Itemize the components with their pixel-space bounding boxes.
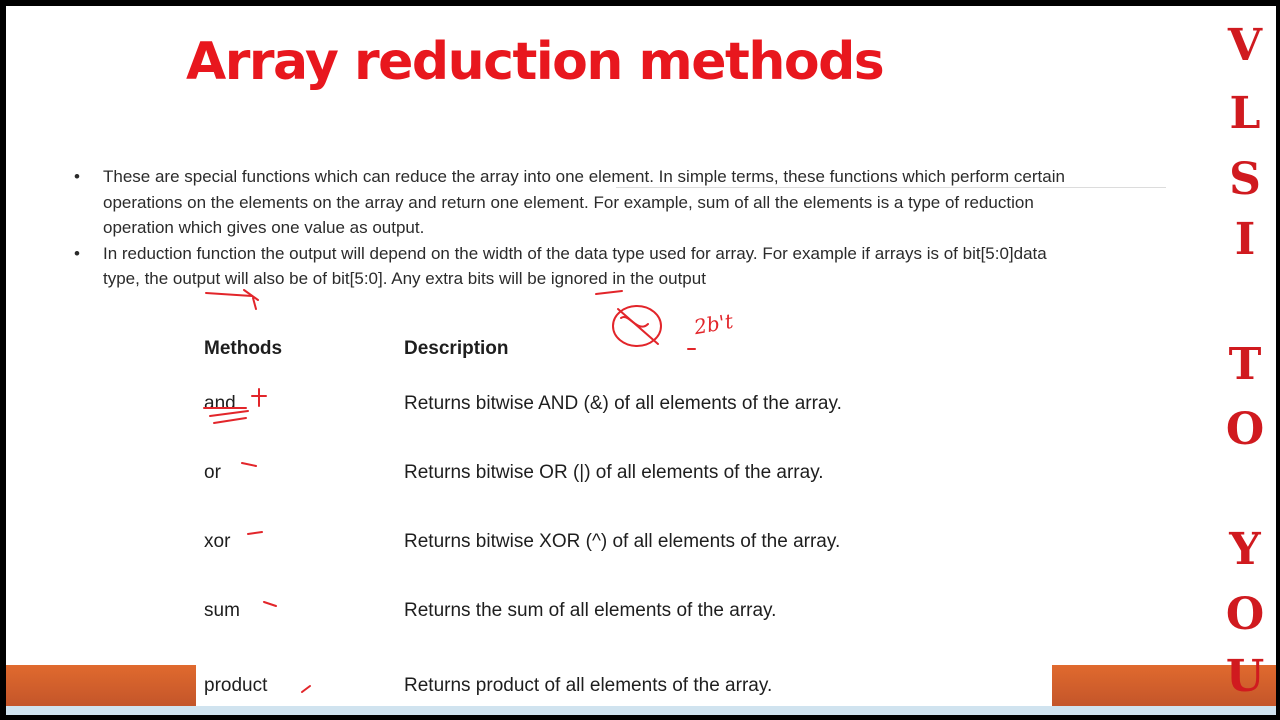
method-name: sum	[204, 600, 240, 621]
method-name: xor	[204, 531, 231, 552]
ink-underline	[204, 408, 248, 423]
method-description: Returns product of all elements of the array.	[404, 675, 773, 696]
side-letter: L	[1229, 88, 1261, 139]
method-description: Returns bitwise XOR (^) of all elements of the array.	[404, 531, 841, 552]
side-letter: S	[1229, 154, 1261, 205]
slide	[6, 6, 1276, 715]
header-description: Description	[404, 338, 509, 359]
ink-scribble	[621, 317, 648, 327]
side-letter: I	[1234, 214, 1256, 265]
ink-dash	[264, 602, 276, 606]
side-letter: O	[1225, 589, 1265, 640]
header-methods: Methods	[204, 338, 283, 359]
ink-underline	[206, 293, 252, 296]
side-letter: Y	[1229, 524, 1261, 575]
side-letter: U	[1225, 651, 1265, 702]
bullet-text: These are special functions which can reduce the array into one element. In simple terms, these functions which perform certain operations on the elements on the array and return one element. For example, sum of all the elements is a type of reduction operation which gives one value as output.	[103, 167, 1065, 237]
side-letter: V	[1227, 20, 1263, 71]
method-name: product	[204, 675, 268, 696]
slide-title: Array reduction methods	[186, 32, 884, 92]
ink-arrow	[244, 290, 258, 309]
method-name: and	[204, 393, 236, 414]
method-description: Returns bitwise AND (&) of all elements of the array.	[404, 393, 842, 414]
handwritten-note: 2b't	[692, 308, 735, 340]
bullet-icon: •	[74, 167, 80, 186]
side-letter: O	[1225, 404, 1265, 455]
method-name: or	[204, 462, 221, 483]
ink-dash	[242, 463, 256, 466]
ink-plus	[252, 389, 266, 406]
method-description: Returns bitwise OR (|) of all elements of the array.	[404, 462, 824, 483]
handwritten-annotations	[6, 6, 1276, 715]
bullet-icon: •	[74, 243, 80, 263]
ink-underline	[596, 291, 622, 294]
method-description: Returns the sum of all elements of the array.	[404, 600, 777, 621]
bullet-text: In reduction function the output will depend on the width of the data type used for array. For example if arrays is of bit[5:0]data type, the output will also be of bit[5:0]. Any extra bits will be ignored in the output	[103, 243, 1047, 288]
side-letter: T	[1228, 339, 1262, 390]
ink-dash	[248, 532, 262, 534]
ink-tick	[302, 686, 310, 692]
